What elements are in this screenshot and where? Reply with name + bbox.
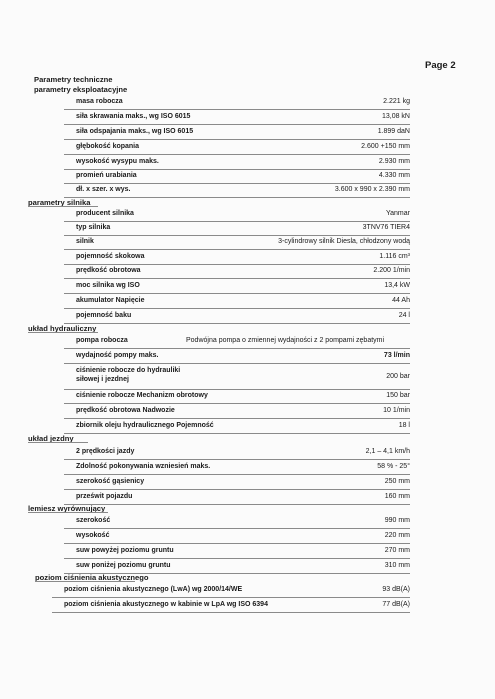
row-label: siła skrawania maks., wg ISO 6015 — [76, 113, 191, 120]
row-value: 13,08 kN — [381, 113, 410, 120]
heading-noise-level: poziom ciśnienia akustycznego — [35, 573, 149, 582]
row-value: Yanmar — [386, 210, 410, 217]
section-divider — [28, 206, 98, 207]
table-row — [64, 491, 410, 505]
row-value: 200 bar — [386, 373, 410, 380]
row-value: 2.600 +150 mm — [361, 143, 410, 150]
row-label: dł. x szer. x wys. — [76, 186, 131, 193]
table-row — [64, 126, 410, 140]
table-row — [64, 365, 410, 390]
row-value: 13,4 kW — [384, 282, 410, 289]
row-value: 73 l/min — [383, 352, 410, 359]
row-value: 44 Ah — [392, 297, 410, 304]
table-row — [64, 111, 410, 125]
row-label: masa robocza — [76, 98, 123, 105]
row-value: 3-cylindrowy silnik Diesla, chłodzony wodą — [278, 238, 410, 245]
row-label: suw powyżej poziomu gruntu — [76, 547, 174, 554]
row-value: 4.330 mm — [378, 172, 410, 179]
table-row — [64, 170, 410, 184]
row-label: wydajność pompy maks. — [76, 352, 159, 359]
row-value: 1.899 daN — [377, 128, 410, 135]
section-divider — [28, 442, 88, 443]
row-label: prędkość obrotowa — [76, 267, 141, 274]
section-divider — [35, 581, 135, 582]
row-label: ciśnienie robocze do hydrauliki siłowej i jezdnej — [76, 367, 181, 383]
row-label: siła odspajania maks., wg ISO 6015 — [76, 128, 194, 135]
heading-technical-parameters: Parametry techniczne — [34, 75, 113, 84]
row-label: pompa robocza — [76, 337, 128, 344]
table-row — [64, 222, 410, 236]
row-value: 250 mm — [384, 478, 410, 485]
row-value: 990 mm — [384, 517, 410, 524]
row-value: 2.221 kg — [383, 98, 410, 105]
table-row — [64, 236, 410, 250]
row-value: 2.200 1/min — [373, 267, 410, 274]
row-label: szerokość gąsienicy — [76, 478, 145, 485]
table-row — [64, 335, 410, 349]
row-label: prędkość obrotowa Nadwozie — [76, 407, 175, 414]
row-label: głębokość kopania — [76, 143, 140, 150]
table-row — [64, 405, 410, 419]
heading-drive-system: układ jezdny — [28, 434, 74, 443]
row-value: 10 1/min — [383, 407, 410, 414]
table-row — [64, 446, 410, 460]
row-label: szerokość — [76, 517, 111, 524]
row-label: pojemność skokowa — [76, 253, 145, 260]
heading-operational-parameters: parametry eksploatacyjne — [34, 85, 128, 94]
heading-leveling-blade: lemiesz wyrównujący — [28, 504, 106, 513]
row-label: poziom ciśnienia akustycznego w kabinie w LpA wg ISO 6394 — [64, 601, 268, 608]
row-label: promień urabiania — [76, 172, 137, 179]
row-label: Zdolność pokonywania wzniesień maks. — [76, 463, 211, 470]
row-value: 160 mm — [384, 493, 410, 500]
row-value: 270 mm — [384, 547, 410, 554]
page-number: Page 2 — [425, 60, 456, 71]
table-row — [64, 515, 410, 529]
heading-engine-parameters: parametry silnika — [28, 198, 91, 207]
row-label: suw poniżej poziomu gruntu — [76, 562, 171, 569]
heading-hydraulic-system: układ hydrauliczny — [28, 324, 97, 333]
row-label: wysokość — [76, 532, 110, 539]
row-value: 2.930 mm — [378, 158, 410, 165]
row-value: 220 mm — [384, 532, 410, 539]
row-label: prześwit pojazdu — [76, 493, 133, 500]
row-value: 18 l — [398, 422, 410, 429]
table-row — [64, 476, 410, 490]
table-row — [64, 560, 410, 574]
row-value: 150 bar — [386, 392, 410, 399]
row-label: poziom ciśnienia akustycznego (LwA) wg 2000/14/WE — [64, 586, 243, 593]
row-value: 77 dB(A) — [382, 601, 410, 608]
table-row — [64, 530, 410, 544]
row-value: Podwójna pompa o zmiennej wydajności z 2 pompami zębatymi — [186, 337, 385, 344]
table-row — [64, 96, 410, 110]
row-label: moc silnika wg ISO — [76, 282, 140, 289]
row-value: 93 dB(A) — [382, 586, 410, 593]
row-value: 58 % - 25° — [377, 463, 410, 470]
section-divider — [28, 332, 98, 333]
row-value: 3.600 x 990 x 2.390 mm — [334, 186, 410, 193]
row-label: ciśnienie robocze Mechanizm obrotowy — [76, 392, 208, 399]
row-label: pojemność baku — [76, 312, 132, 319]
row-value: 1.116 cm³ — [379, 253, 410, 260]
table-row — [64, 461, 410, 475]
row-label: 2 prędkości jazdy — [76, 448, 135, 455]
row-value: 2,1 – 4,1 km/h — [365, 448, 410, 455]
row-label: producent silnika — [76, 210, 134, 217]
table-row — [64, 420, 410, 434]
row-value: 24 l — [398, 312, 410, 319]
row-label: wysokość wysypu maks. — [76, 158, 159, 165]
row-value: 3TNV76 TIER4 — [362, 224, 410, 231]
table-row — [64, 141, 410, 155]
table-row — [64, 251, 410, 265]
table-row — [64, 184, 410, 198]
table-row — [64, 208, 410, 222]
row-label: zbiornik oleju hydraulicznego Pojemność — [76, 422, 214, 429]
table-row — [64, 310, 410, 324]
row-label: typ silnika — [76, 224, 111, 231]
table-row — [64, 265, 410, 279]
table-row — [64, 156, 410, 170]
row-label: silnik — [76, 238, 94, 245]
table-row — [52, 584, 410, 598]
row-value: 310 mm — [384, 562, 410, 569]
table-row — [64, 350, 410, 364]
section-divider — [28, 512, 108, 513]
row-label: akumulator Napięcie — [76, 297, 145, 304]
table-row — [64, 295, 410, 309]
table-row — [52, 599, 410, 613]
table-row — [64, 280, 410, 294]
table-row — [64, 545, 410, 559]
table-row — [64, 390, 410, 404]
